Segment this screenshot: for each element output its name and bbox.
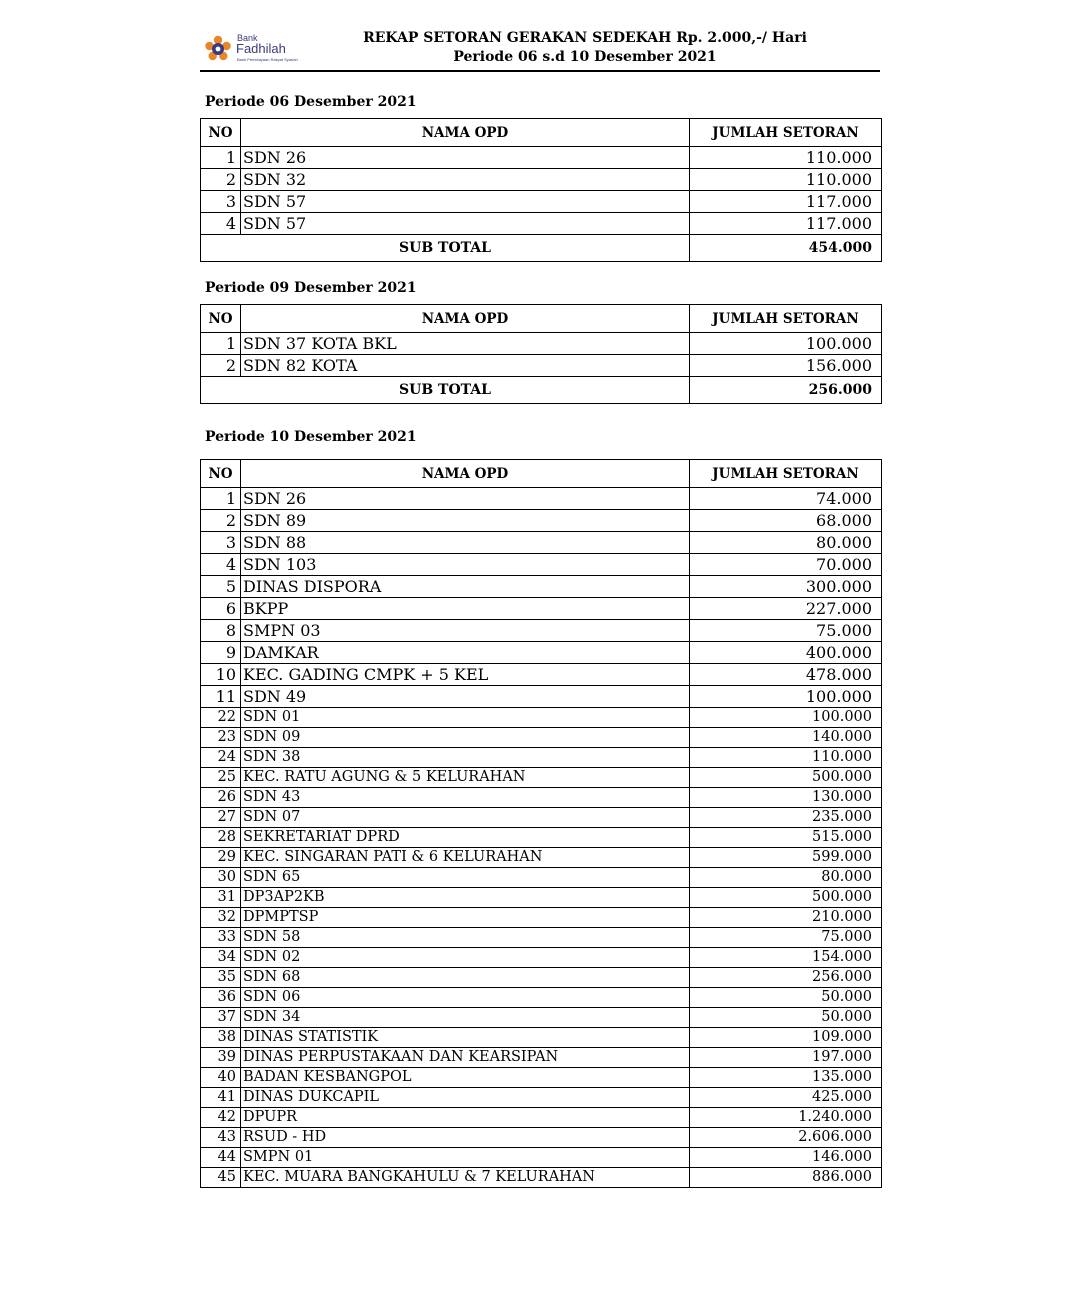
row-amount: 70.000: [690, 554, 882, 576]
document-header: [200, 26, 880, 72]
row-amount: 74.000: [690, 488, 882, 510]
row-no: 39: [201, 1048, 241, 1068]
row-no: 11: [201, 686, 241, 708]
row-amount: 156.000: [690, 355, 882, 377]
table-row: [201, 708, 882, 728]
row-name: SDN 89: [241, 510, 690, 532]
row-no: 42: [201, 1108, 241, 1128]
row-amount: 197.000: [690, 1048, 882, 1068]
table-row: [201, 686, 882, 708]
row-name: SDN 01: [241, 708, 690, 728]
row-amount: 110.000: [690, 147, 882, 169]
row-no: 45: [201, 1168, 241, 1188]
logo-tagline: Bank Pembiayaan Rakyat Syariah: [237, 57, 298, 62]
row-no: 4: [201, 213, 241, 235]
table-row: [201, 576, 882, 598]
row-no: 6: [201, 598, 241, 620]
column-header-name: NAMA OPD: [241, 460, 690, 488]
row-no: 1: [201, 488, 241, 510]
table-row: [201, 1068, 882, 1088]
row-amount: 146.000: [690, 1148, 882, 1168]
table-row: [201, 1108, 882, 1128]
row-name: SDN 07: [241, 808, 690, 828]
deposit-table-10: [200, 459, 882, 1188]
row-no: 40: [201, 1068, 241, 1088]
column-header-amount: JUMLAH SETORAN: [690, 119, 882, 147]
table-row: [201, 664, 882, 686]
table-row: [201, 554, 882, 576]
row-amount: 100.000: [690, 686, 882, 708]
row-amount: 117.000: [690, 191, 882, 213]
row-no: 10: [201, 664, 241, 686]
table-row: [201, 532, 882, 554]
row-amount: 80.000: [690, 532, 882, 554]
bank-logo: [204, 31, 298, 67]
table-row: [201, 728, 882, 748]
column-header-name: NAMA OPD: [241, 305, 690, 333]
table-row: [201, 147, 882, 169]
row-name: DINAS STATISTIK: [241, 1028, 690, 1048]
table-header-row: [201, 460, 882, 488]
row-no: 34: [201, 948, 241, 968]
row-name: SDN 38: [241, 748, 690, 768]
row-no: 1: [201, 147, 241, 169]
table-row: [201, 642, 882, 664]
row-name: DP3AP2KB: [241, 888, 690, 908]
row-no: 4: [201, 554, 241, 576]
row-amount: 300.000: [690, 576, 882, 598]
row-no: 43: [201, 1128, 241, 1148]
row-name: SDN 37 KOTA BKL: [241, 333, 690, 355]
column-header-no: NO: [201, 119, 241, 147]
row-no: 30: [201, 868, 241, 888]
row-name: SMPN 03: [241, 620, 690, 642]
row-name: DPMPTSP: [241, 908, 690, 928]
subtotal-label: SUB TOTAL: [201, 235, 690, 262]
row-name: KEC. GADING CMPK + 5 KEL: [241, 664, 690, 686]
row-amount: 210.000: [690, 908, 882, 928]
table-header-row: [201, 119, 882, 147]
row-name: DINAS DISPORA: [241, 576, 690, 598]
row-name: SDN 32: [241, 169, 690, 191]
row-name: SDN 09: [241, 728, 690, 748]
row-name: SDN 26: [241, 147, 690, 169]
row-amount: 2.606.000: [690, 1128, 882, 1148]
table-row: [201, 808, 882, 828]
table-row: [201, 828, 882, 848]
subtotal-value: 256.000: [690, 377, 882, 404]
table-row: [201, 1088, 882, 1108]
row-name: DPUPR: [241, 1108, 690, 1128]
row-name: KEC. SINGARAN PATI & 6 KELURAHAN: [241, 848, 690, 868]
table-row: [201, 598, 882, 620]
row-no: 2: [201, 355, 241, 377]
row-amount: 500.000: [690, 888, 882, 908]
table-row: [201, 1128, 882, 1148]
table-row: [201, 355, 882, 377]
row-amount: 235.000: [690, 808, 882, 828]
column-header-amount: JUMLAH SETORAN: [690, 460, 882, 488]
table-row: [201, 191, 882, 213]
table-row: [201, 510, 882, 532]
row-name: KEC. MUARA BANGKAHULU & 7 KELURAHAN: [241, 1168, 690, 1188]
section-label-09: Periode 09 Desember 2021: [205, 280, 417, 296]
row-name: SDN 65: [241, 868, 690, 888]
table-row: [201, 488, 882, 510]
table-row: [201, 968, 882, 988]
document-subtitle: Periode 06 s.d 10 Desember 2021: [453, 49, 717, 65]
table-row: [201, 888, 882, 908]
row-no: 22: [201, 708, 241, 728]
column-header-name: NAMA OPD: [241, 119, 690, 147]
row-no: 25: [201, 768, 241, 788]
row-no: 23: [201, 728, 241, 748]
table-row: [201, 948, 882, 968]
row-no: 2: [201, 169, 241, 191]
subtotal-row: [201, 377, 882, 404]
row-amount: 515.000: [690, 828, 882, 848]
row-no: 32: [201, 908, 241, 928]
row-amount: 50.000: [690, 988, 882, 1008]
row-no: 36: [201, 988, 241, 1008]
section-label-10: Periode 10 Desember 2021: [205, 429, 417, 445]
row-name: SDN 58: [241, 928, 690, 948]
row-no: 28: [201, 828, 241, 848]
row-amount: 50.000: [690, 1008, 882, 1028]
row-name: SDN 43: [241, 788, 690, 808]
table-row: [201, 788, 882, 808]
row-name: SDN 26: [241, 488, 690, 510]
subtotal-label: SUB TOTAL: [201, 377, 690, 404]
row-no: 31: [201, 888, 241, 908]
row-name: SDN 57: [241, 213, 690, 235]
row-amount: 154.000: [690, 948, 882, 968]
row-name: SDN 49: [241, 686, 690, 708]
row-amount: 100.000: [690, 708, 882, 728]
table-row: [201, 213, 882, 235]
row-amount: 425.000: [690, 1088, 882, 1108]
logo-small-text: Bank: [237, 33, 258, 43]
row-amount: 256.000: [690, 968, 882, 988]
row-name: SDN 06: [241, 988, 690, 1008]
row-amount: 110.000: [690, 169, 882, 191]
section-label-06: Periode 06 Desember 2021: [205, 94, 417, 110]
row-name: SDN 34: [241, 1008, 690, 1028]
row-no: 44: [201, 1148, 241, 1168]
row-no: 41: [201, 1088, 241, 1108]
row-name: DINAS PERPUSTAKAAN DAN KEARSIPAN: [241, 1048, 690, 1068]
row-amount: 109.000: [690, 1028, 882, 1048]
table-row: [201, 768, 882, 788]
row-amount: 478.000: [690, 664, 882, 686]
column-header-no: NO: [201, 460, 241, 488]
row-name: SDN 57: [241, 191, 690, 213]
row-no: 24: [201, 748, 241, 768]
row-no: 27: [201, 808, 241, 828]
table-row: [201, 169, 882, 191]
row-no: 33: [201, 928, 241, 948]
row-amount: 227.000: [690, 598, 882, 620]
table-header-row: [201, 305, 882, 333]
row-name: SDN 68: [241, 968, 690, 988]
row-amount: 117.000: [690, 213, 882, 235]
row-name: SEKRETARIAT DPRD: [241, 828, 690, 848]
row-amount: 100.000: [690, 333, 882, 355]
row-no: 8: [201, 620, 241, 642]
table-row: [201, 848, 882, 868]
table-row: [201, 988, 882, 1008]
table-row: [201, 1028, 882, 1048]
row-amount: 400.000: [690, 642, 882, 664]
column-header-no: NO: [201, 305, 241, 333]
column-header-amount: JUMLAH SETORAN: [690, 305, 882, 333]
row-amount: 80.000: [690, 868, 882, 888]
row-amount: 130.000: [690, 788, 882, 808]
deposit-table-09: [200, 304, 882, 404]
row-name: BADAN KESBANGPOL: [241, 1068, 690, 1088]
table-row: [201, 908, 882, 928]
table-row: [201, 620, 882, 642]
row-no: 3: [201, 191, 241, 213]
document-title: REKAP SETORAN GERAKAN SEDEKAH Rp. 2.000,-/ Hari: [363, 30, 807, 46]
row-name: DAMKAR: [241, 642, 690, 664]
row-amount: 135.000: [690, 1068, 882, 1088]
row-name: SDN 82 KOTA: [241, 355, 690, 377]
row-no: 1: [201, 333, 241, 355]
row-no: 9: [201, 642, 241, 664]
row-no: 35: [201, 968, 241, 988]
row-amount: 110.000: [690, 748, 882, 768]
row-name: SDN 02: [241, 948, 690, 968]
row-amount: 500.000: [690, 768, 882, 788]
row-name: DINAS DUKCAPIL: [241, 1088, 690, 1108]
row-amount: 75.000: [690, 620, 882, 642]
table-row: [201, 1008, 882, 1028]
row-amount: 68.000: [690, 510, 882, 532]
row-name: BKPP: [241, 598, 690, 620]
row-no: 3: [201, 532, 241, 554]
row-no: 2: [201, 510, 241, 532]
row-amount: 599.000: [690, 848, 882, 868]
row-no: 38: [201, 1028, 241, 1048]
row-amount: 140.000: [690, 728, 882, 748]
table-body: [201, 488, 882, 1188]
row-name: SDN 88: [241, 532, 690, 554]
row-name: SDN 103: [241, 554, 690, 576]
subtotal-row: [201, 235, 882, 262]
row-name: KEC. RATU AGUNG & 5 KELURAHAN: [241, 768, 690, 788]
row-name: SMPN 01: [241, 1148, 690, 1168]
logo-main-text: Fadhilah: [236, 41, 286, 56]
row-amount: 75.000: [690, 928, 882, 948]
table-row: [201, 748, 882, 768]
table-row: [201, 1048, 882, 1068]
row-name: RSUD - HD: [241, 1128, 690, 1148]
deposit-table-06: [200, 118, 882, 262]
table-row: [201, 1148, 882, 1168]
row-amount: 886.000: [690, 1168, 882, 1188]
subtotal-value: 454.000: [690, 235, 882, 262]
table-row: [201, 1168, 882, 1188]
row-no: 29: [201, 848, 241, 868]
row-no: 5: [201, 576, 241, 598]
row-amount: 1.240.000: [690, 1108, 882, 1128]
row-no: 37: [201, 1008, 241, 1028]
row-no: 26: [201, 788, 241, 808]
table-row: [201, 868, 882, 888]
star-flower-icon: [204, 35, 232, 63]
table-row: [201, 928, 882, 948]
table-row: [201, 333, 882, 355]
